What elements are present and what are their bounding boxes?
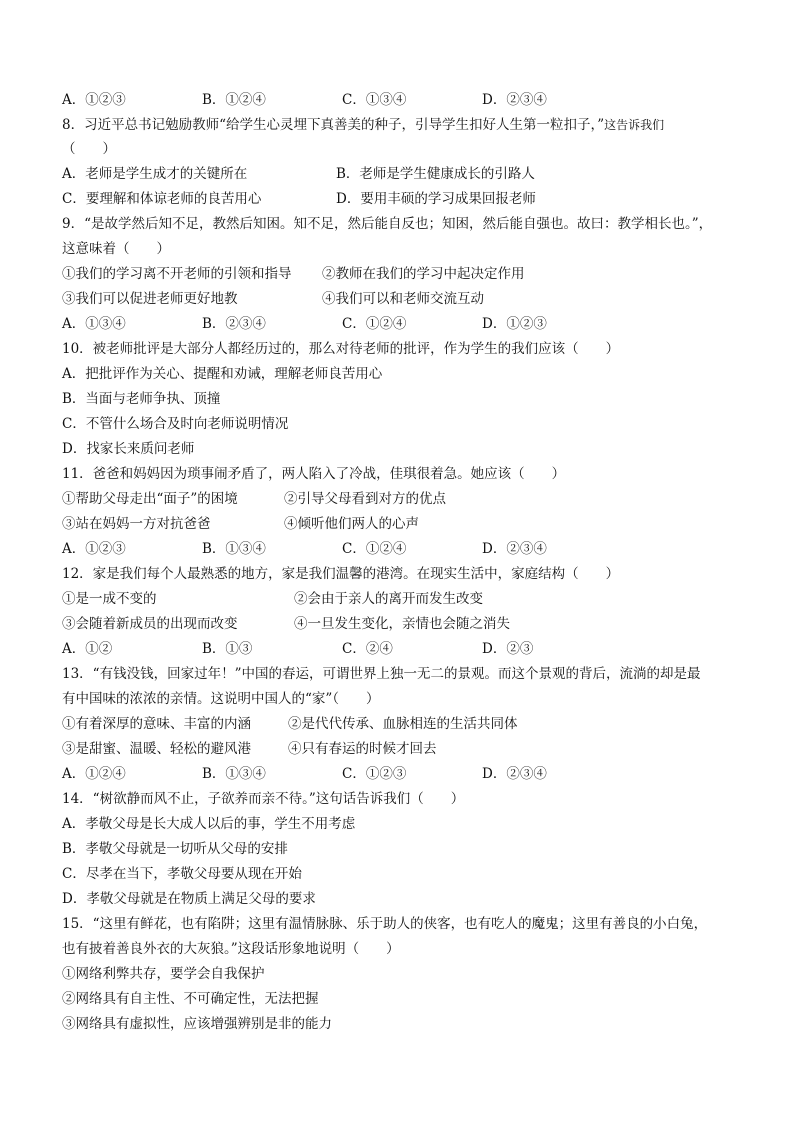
question-stem: 11．爸爸和妈妈因为琐事闹矛盾了，两人陷入了冷战，佳琪很着急。她应该（ ） [62, 466, 566, 482]
option-a[interactable]: A．①②④ [62, 766, 126, 782]
option-c[interactable]: C．①②④ [342, 541, 407, 557]
option-b[interactable]: B．②③④ [202, 316, 266, 332]
option-d[interactable]: D．②③ [482, 641, 534, 657]
question-stem-cont: 有中国味的浓浓的亲情。这说明中国人的“家”（ ） [62, 691, 380, 707]
option-a[interactable]: A．把批评作为关心、提醒和劝诫，理解老师良苦用心 [62, 366, 383, 382]
statement-4: ④我们可以和老师交流互动 [322, 291, 484, 307]
option-c[interactable]: C．①②④ [342, 316, 407, 332]
option-b[interactable]: B．①③ [202, 641, 253, 657]
statement-4: ④倾听他们两人的心声 [284, 516, 419, 532]
question-stem: 10．被老师批评是大部分人都经历过的，那么对待老师的批评，作为学生的我们应该（ ） [62, 341, 620, 357]
option-d[interactable]: D．②③④ [482, 541, 547, 557]
statement-1: ①帮助父母走出“面子”的困境 [62, 491, 238, 507]
statement-3: ③我们可以促进老师更好地教 [62, 291, 238, 307]
question-stem: 12．家是我们每个人最熟悉的地方，家是我们温馨的港湾。在现实生活中，家庭结构（ ） [62, 566, 620, 582]
option-c[interactable]: C．不管什么场合及时向老师说明情况 [62, 416, 289, 432]
option-a[interactable]: A．①②③ [62, 541, 126, 557]
statement-2: ②是代代传承、血脉相连的生活共同体 [288, 716, 518, 732]
statement-3: ③会随着新成员的出现而改变 [62, 616, 238, 632]
question-stem: 9．“是故学然后知不足，教然后知困。知不足，然后能自反也；知困，然后能自强也。故曰：教学相长也。”， [62, 216, 713, 232]
statement-3: ③网络具有虚拟性，应该增强辨别是非的能力 [62, 1016, 332, 1032]
statement-1: ①我们的学习离不开老师的引领和指导 [62, 266, 292, 282]
statement-2: ②会由于亲人的离开而发生改变 [294, 591, 483, 607]
statement-3: ③是甜蜜、温暖、轻松的避风港 [62, 741, 251, 757]
question-stem: 14．“树欲静而风不止，子欲养而亲不待。”这句话告诉我们（ ） [62, 791, 465, 807]
statement-1: ①是一成不变的 [62, 591, 157, 607]
option-d[interactable]: D．找家长来质问老师 [62, 441, 195, 457]
question-stem-cont: 也有披着善良外衣的大灰狼。”这段话形象地说明（ ） [62, 941, 400, 957]
statement-2: ②网络具有自主性、不可确定性，无法把握 [62, 991, 319, 1007]
statement-4: ④一旦发生变化，亲情也会随之消失 [294, 616, 510, 632]
option-d[interactable]: D．要用丰硕的学习成果回报老师 [336, 191, 536, 207]
question-stem-text: 8．习近平总书记勉励教师“给学生心灵埋下真善美的种子，引导学生扣好人生第一粒扣子，” [62, 117, 605, 133]
statement-1: ①网络利弊共存，要学会自我保护 [62, 966, 265, 982]
option-a[interactable]: A．①②③ [62, 92, 126, 108]
answer-blank: （ ） [62, 141, 116, 157]
question-stem: 13．“有钱没钱，回家过年！”中国的春运，可谓世界上独一无二的景观。而这个景观的背后，流淌的却是最 [62, 666, 701, 682]
option-c[interactable]: C．①③④ [342, 92, 407, 108]
question-stem: 15．“这里有鲜花，也有陷阱；这里有温情脉脉、乐于助人的侠客，也有吃人的魔鬼；这里有善良的小白兔， [62, 916, 708, 932]
option-b[interactable]: B．①②④ [202, 92, 266, 108]
question-stem-tail: 这告诉我们 [604, 118, 665, 132]
option-d[interactable]: D．孝敬父母就是在物质上满足父母的要求 [62, 891, 316, 907]
question-stem [62, 116, 664, 134]
option-b[interactable]: B．孝敬父母就是一切听从父母的安排 [62, 841, 288, 857]
option-a[interactable]: A．老师是学生成才的关键所在 [62, 166, 248, 182]
option-c[interactable]: C．要理解和体谅老师的良苦用心 [62, 191, 262, 207]
option-d[interactable]: D．②③④ [482, 766, 547, 782]
option-d[interactable]: D．②③④ [482, 92, 547, 108]
statement-2: ②教师在我们的学习中起决定作用 [322, 266, 525, 282]
option-a[interactable]: A．①② [62, 641, 113, 657]
option-b[interactable]: B．当面与老师争执、顶撞 [62, 391, 221, 407]
statement-1: ①有着深厚的意味、丰富的内涵 [62, 716, 251, 732]
option-c[interactable]: C．尽孝在当下，孝敬父母要从现在开始 [62, 866, 302, 882]
question-stem-cont: 这意味着（ ） [62, 241, 170, 257]
statement-3: ③站在妈妈一方对抗爸爸 [62, 516, 211, 532]
option-a[interactable]: A．孝敬父母是长大成人以后的事，学生不用考虑 [62, 816, 356, 832]
statement-4: ④只有春运的时候才回去 [288, 741, 437, 757]
statement-2: ②引导父母看到对方的优点 [284, 491, 446, 507]
option-c[interactable]: C．②④ [342, 641, 393, 657]
option-b[interactable]: B．①③④ [202, 541, 266, 557]
option-b[interactable]: B．老师是学生健康成长的引路人 [336, 166, 535, 182]
option-a[interactable]: A．①③④ [62, 316, 126, 332]
option-c[interactable]: C．①②③ [342, 766, 407, 782]
option-b[interactable]: B．①③④ [202, 766, 266, 782]
option-d[interactable]: D．①②③ [482, 316, 547, 332]
